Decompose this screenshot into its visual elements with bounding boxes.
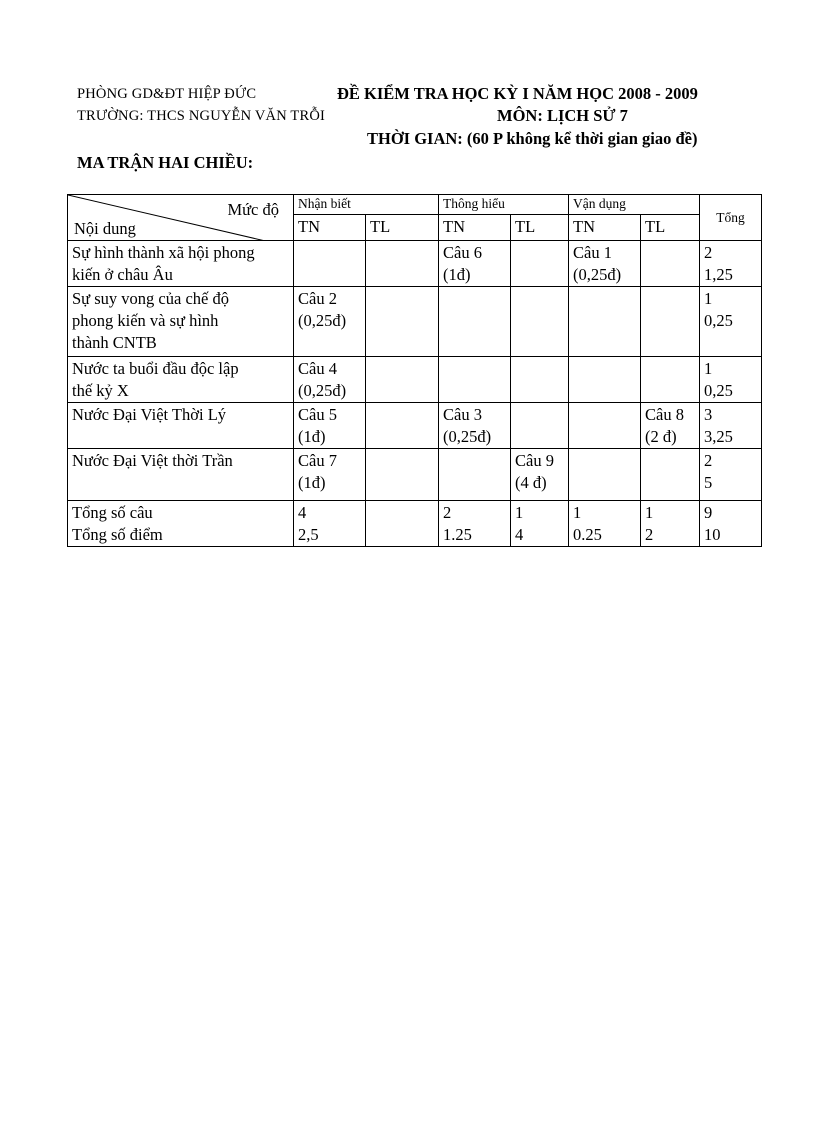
value-cell xyxy=(641,241,700,287)
total-cell xyxy=(700,287,762,357)
value-cell xyxy=(511,501,569,547)
cell-text: Tổng số câu xyxy=(72,503,153,522)
section-title: MA TRẬN HAI CHIỀU: xyxy=(77,153,254,172)
cell-text: Câu 1 xyxy=(573,243,612,262)
cell-text: 5 xyxy=(704,473,713,492)
value-cell xyxy=(366,241,439,287)
cell-text: (0,25đ) xyxy=(443,427,492,446)
value-cell xyxy=(641,287,700,357)
value-cell xyxy=(569,403,641,449)
content-cell xyxy=(68,449,294,501)
total-cell xyxy=(700,241,762,287)
cell-text: (0,25đ) xyxy=(573,265,622,284)
cell-text: (1đ) xyxy=(443,265,471,284)
cell-text: Sự suy vong của chế độ xyxy=(72,289,229,308)
table-row xyxy=(68,357,762,403)
level-header-recognize: Nhận biết xyxy=(294,195,439,215)
cell-text: Tổng số điểm xyxy=(72,525,163,544)
value-cell xyxy=(569,357,641,403)
table-row xyxy=(68,241,762,287)
table-row xyxy=(68,449,762,501)
cell-text: 4 xyxy=(515,525,524,544)
table-row xyxy=(68,501,762,547)
cell-text: 9 xyxy=(704,503,713,522)
content-cell xyxy=(68,357,294,403)
value-cell xyxy=(511,287,569,357)
cell-text: thành CNTB xyxy=(72,333,157,352)
cell-text: 4 xyxy=(298,503,307,522)
table-row xyxy=(68,287,762,357)
total-cell xyxy=(700,449,762,501)
school-name: TRƯỜNG: THCS NGUYỄN VĂN TRỖI xyxy=(77,108,326,124)
value-cell xyxy=(439,403,511,449)
cell-text: 1 xyxy=(704,289,713,308)
level-header-understand: Thông hiểu xyxy=(439,195,569,215)
value-cell xyxy=(439,357,511,403)
value-cell xyxy=(366,357,439,403)
value-cell xyxy=(569,501,641,547)
cell-text: 1 xyxy=(645,503,654,522)
cell-text: Câu 2 xyxy=(298,289,337,308)
content-cell xyxy=(68,501,294,547)
content-cell xyxy=(68,241,294,287)
sub-header: TN xyxy=(569,215,641,241)
cell-text: 1 xyxy=(704,359,713,378)
value-cell xyxy=(569,449,641,501)
cell-text: Nước Đại Việt Thời Lý xyxy=(72,405,227,424)
cell-text: Nước Đại Việt thời Trần xyxy=(72,451,233,470)
cell-text: Câu 8 xyxy=(645,405,684,424)
cell-text: (2 đ) xyxy=(645,427,677,446)
sub-header: TN xyxy=(439,215,511,241)
cell-text: kiến ở châu Âu xyxy=(72,265,173,284)
cell-text: (0,25đ) xyxy=(298,311,347,330)
cell-text: Câu 6 xyxy=(443,243,482,262)
cell-text: 1.25 xyxy=(443,525,472,544)
department-name: PHÒNG GD&ĐT HIỆP ĐỨC xyxy=(77,86,257,102)
value-cell xyxy=(294,403,366,449)
value-cell xyxy=(641,501,700,547)
value-cell xyxy=(294,357,366,403)
value-cell xyxy=(641,403,700,449)
content-cell xyxy=(68,287,294,357)
corner-content-label: Nội dung xyxy=(74,219,136,238)
cell-text: 3 xyxy=(704,405,713,424)
sub-header: TL xyxy=(641,215,700,241)
cell-text: 0.25 xyxy=(573,525,602,544)
value-cell xyxy=(511,241,569,287)
cell-text: Sự hình thành xã hội phong xyxy=(72,243,255,262)
cell-text: phong kiến và sự hình xyxy=(72,311,219,330)
cell-text: 1,25 xyxy=(704,265,733,284)
level-header-apply: Vận dụng xyxy=(569,195,700,215)
total-cell xyxy=(700,357,762,403)
cell-text: Câu 9 xyxy=(515,451,554,470)
sub-header: TN xyxy=(294,215,366,241)
cell-text: thế kỷ X xyxy=(72,381,129,400)
total-cell xyxy=(700,403,762,449)
value-cell xyxy=(439,287,511,357)
cell-text: 3,25 xyxy=(704,427,733,446)
value-cell xyxy=(641,357,700,403)
cell-text: 2,5 xyxy=(298,525,319,544)
value-cell xyxy=(439,501,511,547)
cell-text: (4 đ) xyxy=(515,473,547,492)
value-cell xyxy=(439,241,511,287)
value-cell xyxy=(439,449,511,501)
exam-time: THỜI GIAN: (60 P không kể thời gian giao đề) xyxy=(367,129,698,148)
value-cell xyxy=(511,403,569,449)
cell-text: 0,25 xyxy=(704,381,733,400)
value-cell xyxy=(366,403,439,449)
cell-text: 0,25 xyxy=(704,311,733,330)
value-cell xyxy=(366,501,439,547)
value-cell xyxy=(294,449,366,501)
subject-label: MÔN: LỊCH SỬ 7 xyxy=(497,106,628,125)
value-cell xyxy=(366,287,439,357)
cell-text: 10 xyxy=(704,525,721,544)
cell-text: Câu 3 xyxy=(443,405,482,424)
content-cell xyxy=(68,403,294,449)
cell-text: 1 xyxy=(515,503,524,522)
corner-header xyxy=(68,195,294,241)
cell-text: (1đ) xyxy=(298,473,326,492)
cell-text: 2 xyxy=(704,243,713,262)
cell-text: 2 xyxy=(443,503,452,522)
value-cell xyxy=(366,449,439,501)
sub-header: TL xyxy=(366,215,439,241)
total-cell xyxy=(700,501,762,547)
corner-level-label: Mức độ xyxy=(227,200,279,219)
value-cell xyxy=(569,287,641,357)
value-cell xyxy=(511,449,569,501)
cell-text: 1 xyxy=(573,503,582,522)
cell-text: Câu 5 xyxy=(298,405,337,424)
cell-text: 2 xyxy=(645,525,654,544)
value-cell xyxy=(294,287,366,357)
value-cell xyxy=(641,449,700,501)
sub-header: TL xyxy=(511,215,569,241)
cell-text: (1đ) xyxy=(298,427,326,446)
cell-text: Câu 4 xyxy=(298,359,337,378)
value-cell xyxy=(294,241,366,287)
value-cell xyxy=(294,501,366,547)
value-cell xyxy=(511,357,569,403)
value-cell xyxy=(569,241,641,287)
cell-text: (0,25đ) xyxy=(298,381,347,400)
cell-text: 2 xyxy=(704,451,713,470)
total-header: Tổng xyxy=(700,195,762,241)
exam-title: ĐỀ KIỂM TRA HỌC KỲ I NĂM HỌC 2008 - 2009 xyxy=(337,84,698,103)
cell-text: Câu 7 xyxy=(298,451,337,470)
cell-text: Nước ta buổi đầu độc lập xyxy=(72,359,239,378)
matrix-table xyxy=(67,194,762,547)
table-row xyxy=(68,403,762,449)
